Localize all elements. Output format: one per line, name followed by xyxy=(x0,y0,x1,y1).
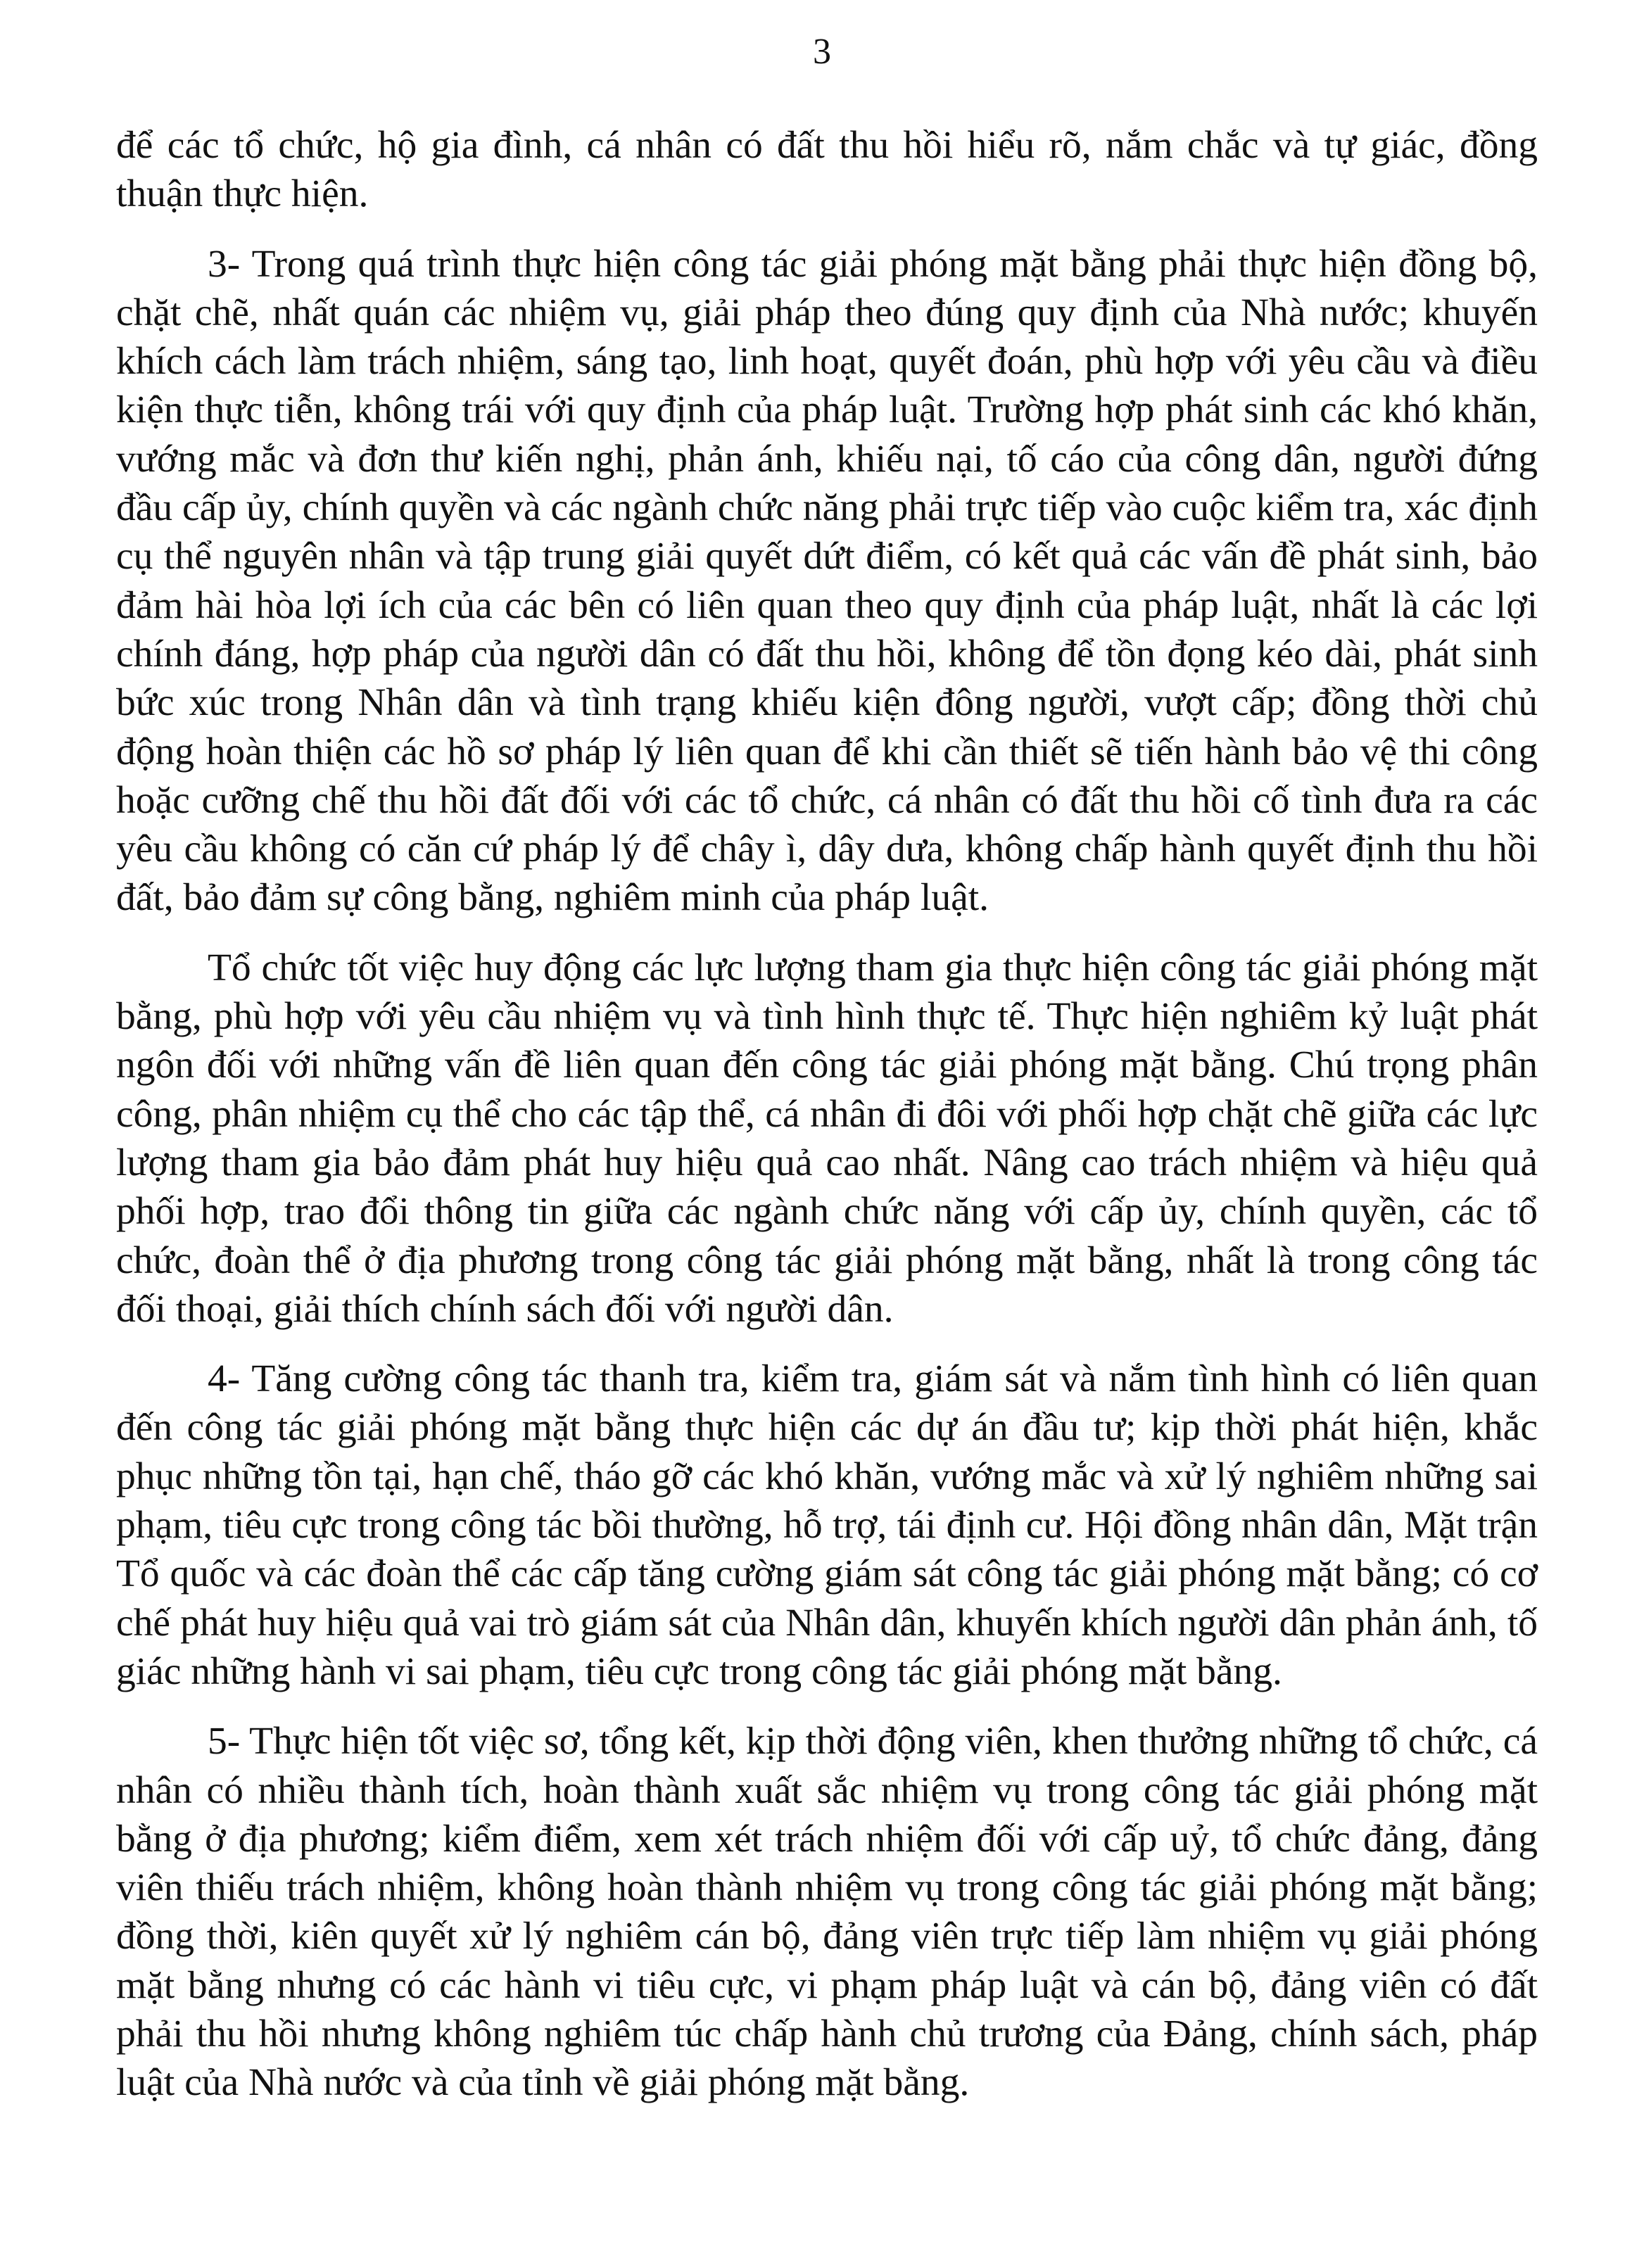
page-number: 3 xyxy=(813,32,831,72)
paragraph-item-5: 5- Thực hiện tốt việc sơ, tổng kết, kịp thời động viên, khen thưởng những tổ chức, cá nhân có nhiều thành tích, hoàn thành xuất sắc nhiệm vụ trong công tác giải phóng mặt bằng ở địa phương; kiểm điểm, xem xét trách nhiệm đối với cấp uỷ, tổ chức đảng, đảng viên thiếu trách nhiệm, không hoàn thành nhiệm vụ trong công tác giải phóng mặt bằng; đồng thời, kiên quyết xử lý nghiêm cán bộ, đảng viên trực tiếp làm nhiệm vụ giải phóng mặt bằng nhưng có các hành vi tiêu cực, vi phạm pháp luật và cán bộ, đảng viên có đất phải thu hồi nhưng không nghiêm túc chấp hành chủ trương của Đảng, chính sách, pháp luật của Nhà nước và của tỉnh về giải phóng mặt bằng. xyxy=(116,1720,1538,2105)
paragraph-continuation: để các tổ chức, hộ gia đình, cá nhân có đất thu hồi hiểu rõ, nắm chắc và tự giác, đồng thuận thực hiện. xyxy=(116,124,1538,216)
document-body xyxy=(116,121,1538,2129)
paragraph-item-4: 4- Tăng cường công tác thanh tra, kiểm tra, giám sát và nắm tình hình có liên quan đến công tác giải phóng mặt bằng thực hiện các dự án đầu tư; kịp thời phát hiện, khắc phục những tồn tại, hạn chế, tháo gỡ các khó khăn, vướng mắc và xử lý nghiêm những sai phạm, tiêu cực trong công tác bồi thường, hỗ trợ, tái định cư. Hội đồng nhân dân, Mặt trận Tổ quốc và các đoàn thể các cấp tăng cường giám sát công tác giải phóng mặt bằng; có cơ chế phát huy hiệu quả vai trò giám sát của Nhân dân, khuyến khích người dân phản ánh, tố giác những hành vi sai phạm, tiêu cực trong công tác giải phóng mặt bằng. xyxy=(116,1357,1538,1693)
paragraph-mobilization: Tổ chức tốt việc huy động các lực lượng tham gia thực hiện công tác giải phóng mặt bằng, phù hợp với yêu cầu nhiệm vụ và tình hình thực tế. Thực hiện nghiêm kỷ luật phát ngôn đối với những vấn đề liên quan đến công tác giải phóng mặt bằng. Chú trọng phân công, phân nhiệm cụ thể cho các tập thể, cá nhân đi đôi với phối hợp chặt chẽ giữa các lực lượng tham gia bảo đảm phát huy hiệu quả cao nhất. Nâng cao trách nhiệm và hiệu quả phối hợp, trao đổi thông tin giữa các ngành chức năng với cấp ủy, chính quyền, các tổ chức, đoàn thể ở địa phương trong công tác giải phóng mặt bằng, nhất là trong công tác đối thoại, giải thích chính sách đối với người dân. xyxy=(116,946,1538,1331)
paragraph-item-3: 3- Trong quá trình thực hiện công tác giải phóng mặt bằng phải thực hiện đồng bộ, chặt chẽ, nhất quán các nhiệm vụ, giải pháp theo đúng quy định của Nhà nước; khuyến khích cách làm trách nhiệm, sáng tạo, linh hoạt, quyết đoán, phù hợp với yêu cầu và điều kiện thực tiễn, không trái với quy định của pháp luật. Trường hợp phát sinh các khó khăn, vướng mắc và đơn thư kiến nghị, phản ánh, khiếu nại, tố cáo của công dân, người đứng đầu cấp ủy, chính quyền và các ngành chức năng phải trực tiếp vào cuộc kiểm tra, xác định cụ thể nguyên nhân và tập trung giải quyết dứt điểm, có kết quả các vấn đề phát sinh, bảo đảm hài hòa lợi ích của các bên có liên quan theo quy định của pháp luật, nhất là các lợi chính đáng, hợp pháp của người dân có đất thu hồi, không để tồn đọng kéo dài, phát sinh bức xúc trong Nhân dân và tình trạng khiếu kiện đông người, vượt cấp; đồng thời chủ động hoàn thiện các hồ sơ pháp lý liên quan để khi cần thiết sẽ tiến hành bảo vệ thi công hoặc cưỡng chế thu hồi đất đối với các tổ chức, cá nhân có đất thu hồi cố tình đưa ra các yêu cầu không có căn cứ pháp lý để chây ì, dây dưa, không chấp hành quyết định thu hồi đất, bảo đảm sự công bằng, nghiêm minh của pháp luật. xyxy=(116,242,1538,920)
